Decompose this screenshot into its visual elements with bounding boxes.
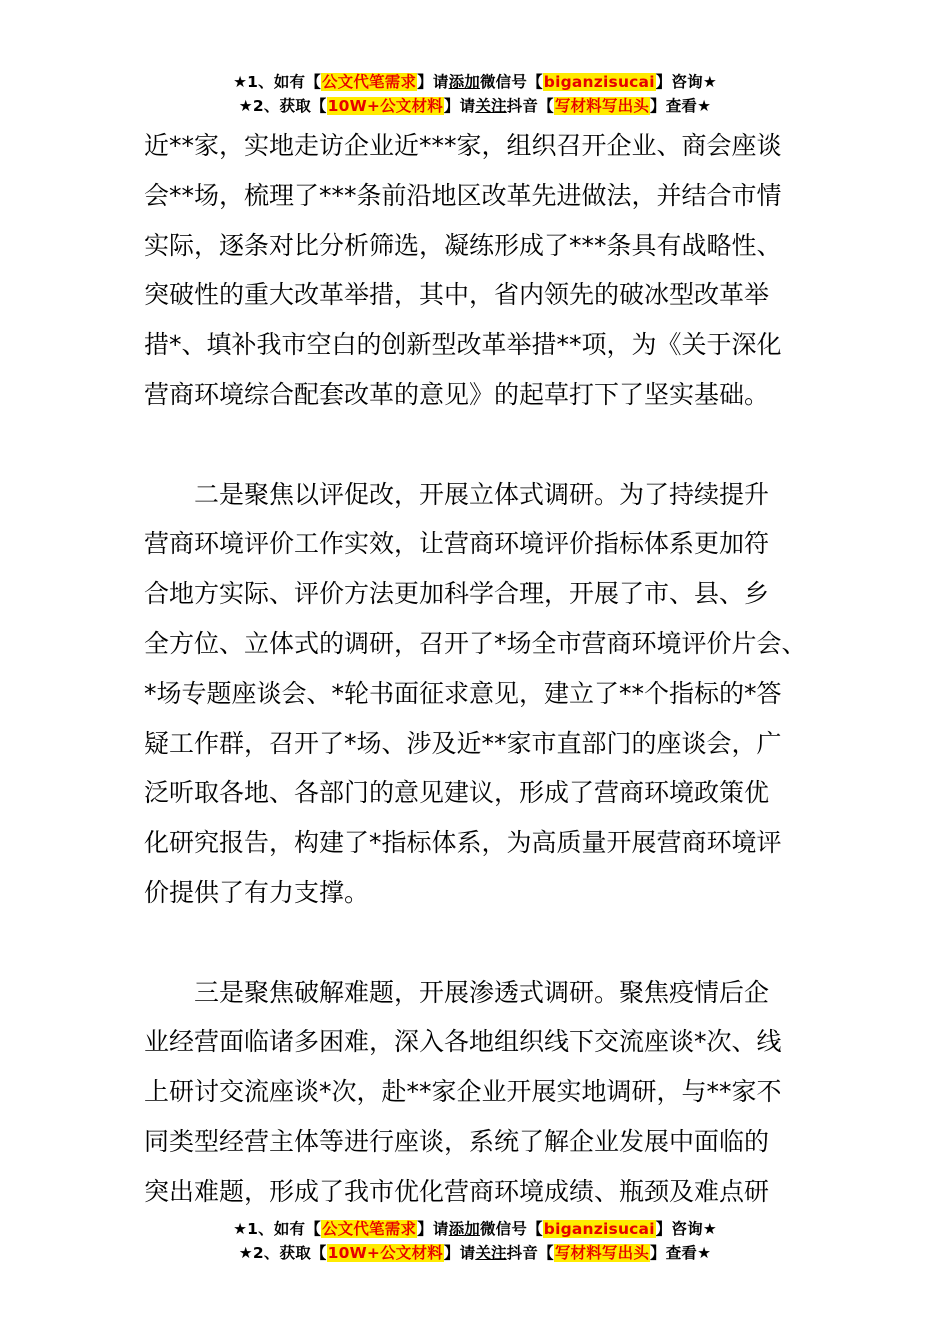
banner-line-1 xyxy=(0,70,950,94)
text-line: 化研究报告，构建了*指标体系，为高质量开展营商环境评 xyxy=(144,828,782,858)
banner-text: ★2、获取【 xyxy=(238,97,327,115)
paragraph-gap xyxy=(144,420,824,470)
banner-text: 】请 xyxy=(417,73,449,91)
banner-text: 】请 xyxy=(443,97,476,115)
paragraph-2 xyxy=(144,470,824,918)
underlined-text: 添加 xyxy=(448,73,480,91)
banner-line-2 xyxy=(0,94,950,118)
banner-text: 】咨询★ xyxy=(655,73,717,91)
text-line: 业经营面临诸多困难，深入各地组织线下交流座谈*次、线 xyxy=(144,1027,782,1057)
banner-text: ★1、如有【 xyxy=(233,73,321,91)
header-banner xyxy=(0,70,950,118)
text-line: 营商环境评价工作实效，让营商环境评价指标体系更加符 xyxy=(144,529,770,559)
text-line: 突出难题，形成了我市优化营商环境成绩、瓶颈及难点研 xyxy=(144,1176,770,1206)
highlight-douyin-account: 写材料写出头 xyxy=(554,97,650,115)
text-line: 二是聚焦以评促改，开展立体式调研。为了持续提升 xyxy=(194,479,770,509)
text-line: 疑工作群，召开了*场、涉及近**家市直部门的座谈会，广 xyxy=(144,728,782,758)
banner-text: 】请 xyxy=(443,1244,476,1262)
text-line: 会**场，梳理了***条前沿地区改革先进做法，并结合市情 xyxy=(144,180,782,210)
banner-text: ★2、获取【 xyxy=(238,1244,327,1262)
text-line: 泛听取各地、各部门的意见建议，形成了营商环境政策优 xyxy=(144,778,770,808)
underlined-text: 关注 xyxy=(475,97,507,115)
banner-line-1 xyxy=(0,1217,950,1241)
text-line: 合地方实际、评价方法更加科学合理，开展了市、县、乡 xyxy=(144,579,770,609)
text-line: *场专题座谈会、*轮书面征求意见，建立了**个指标的*答 xyxy=(144,678,782,708)
banner-text: 微信号【 xyxy=(479,1220,543,1238)
banner-text: 抖音【 xyxy=(506,97,554,115)
text-line: 近**家，实地走访企业近***家，组织召开企业、商会座谈 xyxy=(144,131,782,160)
underlined-text: 关注 xyxy=(475,1244,507,1262)
banner-line-2 xyxy=(0,1241,950,1265)
paragraph-3 xyxy=(144,968,824,1217)
highlight-wechat-id: biganzisucai xyxy=(543,73,655,91)
text-line: 上研讨交流座谈*次，赴**家企业开展实地调研，与**家不 xyxy=(144,1077,782,1107)
text-line: 营商环境综合配套改革的意见》的起草打下了坚实基础。 xyxy=(144,379,770,409)
text-line: 同类型经营主体等进行座谈，系统了解企业发展中面临的 xyxy=(144,1126,770,1156)
banner-text: 微信号【 xyxy=(479,73,543,91)
banner-text: 】请 xyxy=(417,1220,449,1238)
document-body xyxy=(144,121,824,1217)
banner-text: 】查看★ xyxy=(650,1244,712,1262)
banner-text: 】咨询★ xyxy=(655,1220,717,1238)
text-line: 三是聚焦破解难题，开展渗透式调研。聚焦疫情后企 xyxy=(194,977,770,1007)
banner-text: 抖音【 xyxy=(506,1244,554,1262)
banner-text: ★1、如有【 xyxy=(233,1220,321,1238)
highlight-materials: 10W+公文材料 xyxy=(327,1244,443,1262)
banner-text: 】查看★ xyxy=(650,97,712,115)
highlight-douyin-account: 写材料写出头 xyxy=(554,1244,650,1262)
text-line: 措*、填补我市空白的创新型改革举措**项，为《关于深化 xyxy=(144,330,782,360)
text-line: 价提供了有力支撑。 xyxy=(144,877,370,907)
text-line: 实际，逐条对比分析筛选，凝练形成了***条具有战略性、 xyxy=(144,230,782,260)
highlight-service: 公文代笔需求 xyxy=(321,1220,417,1238)
paragraph-gap xyxy=(144,918,824,968)
text-line: 全方位、立体式的调研，召开了*场全市营商环境评价片会、 xyxy=(144,628,807,658)
highlight-wechat-id: biganzisucai xyxy=(543,1220,655,1238)
paragraph-1 xyxy=(144,121,824,420)
highlight-materials: 10W+公文材料 xyxy=(327,97,443,115)
text-line: 突破性的重大改革举措，其中，省内领先的破冰型改革举 xyxy=(144,280,770,310)
footer-banner xyxy=(0,1217,950,1265)
highlight-service: 公文代笔需求 xyxy=(321,73,417,91)
underlined-text: 添加 xyxy=(448,1220,480,1238)
